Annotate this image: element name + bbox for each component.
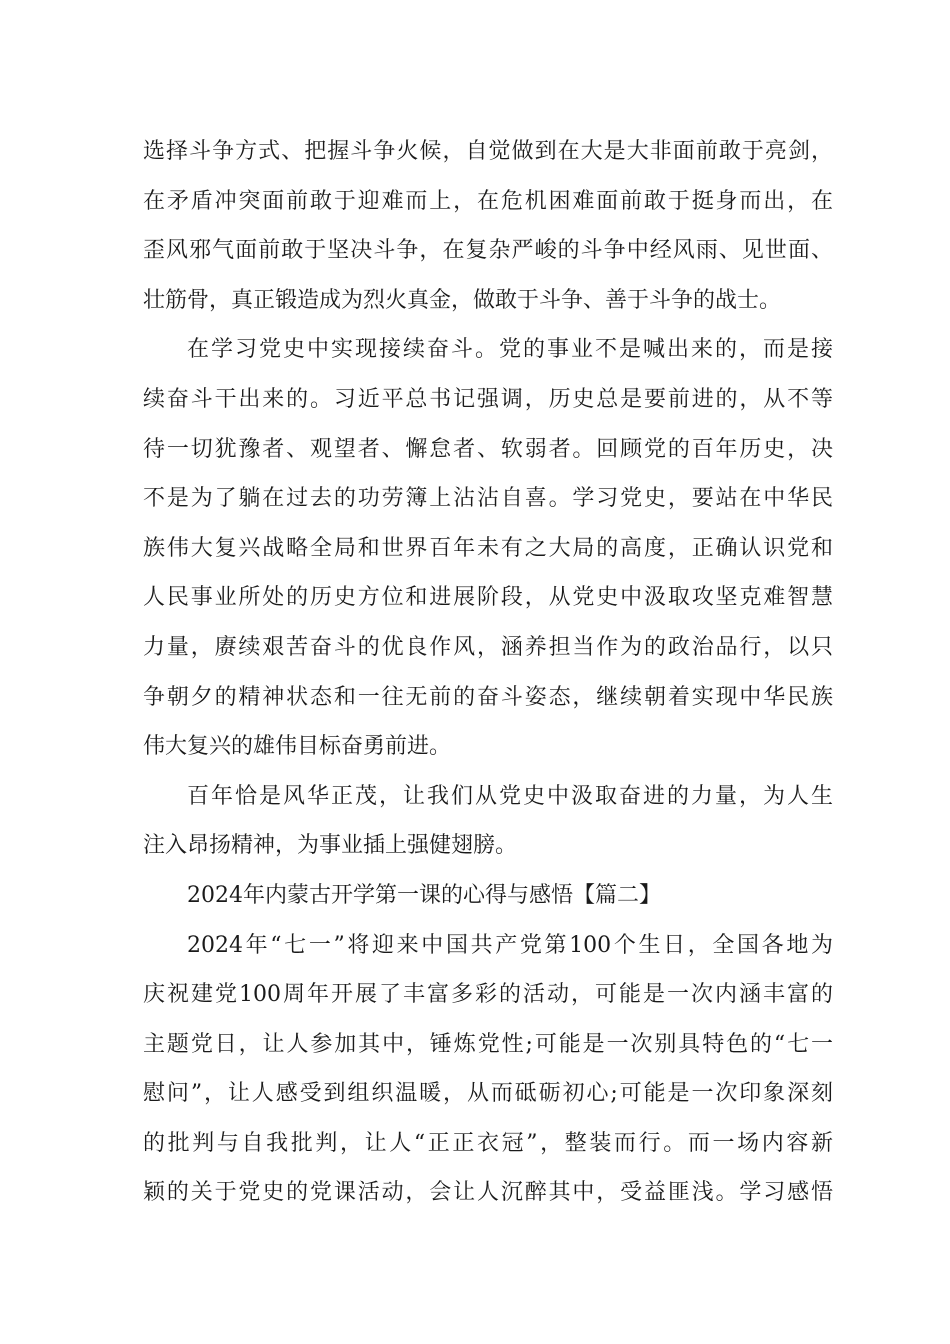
text-line: 的批判与自我批判，让人“正正衣冠”，整装而行。而一场内容新 [143, 1130, 833, 1156]
document-body [143, 127, 833, 1218]
text-line: 争朝夕的精神状态和一往无前的奋斗姿态，继续朝着实现中华民族 [143, 684, 833, 710]
text-line: 在矛盾冲突面前敢于迎难而上，在危机困难面前敢于挺身而出，在 [143, 188, 833, 214]
text-line: 续奋斗干出来的。习近平总书记强调，历史总是要前进的，从不等 [143, 386, 833, 412]
text-line: 选择斗争方式、把握斗争火候，自觉做到在大是大非面前敢于亮剑， [143, 139, 833, 164]
paragraph-first-line: 2024年“七一”将迎来中国共产党第100个生日，全国各地为 [187, 932, 833, 958]
paragraph-first-line: 百年恰是风华正茂，让我们从党史中汲取奋进的力量，为人生 [187, 783, 833, 809]
text-line: 主题党日，让人参加其中，锤炼党性;可能是一次别具特色的“七一 [143, 1031, 833, 1057]
paragraph-first-line: 在学习党史中实现接续奋斗。党的事业不是喊出来的，而是接 [187, 337, 833, 363]
text-line: 族伟大复兴战略全局和世界百年未有之大局的高度，正确认识党和 [143, 535, 833, 561]
section-heading: 2024年内蒙古开学第一课的心得与感悟【篇二】 [187, 882, 661, 908]
text-line: 人民事业所处的历史方位和进展阶段，从党史中汲取攻坚克难智慧 [143, 585, 833, 611]
text-line: 待一切犹豫者、观望者、懈怠者、软弱者。回顾党的百年历史，决 [143, 436, 833, 462]
text-line: 壮筋骨，真正锻造成为烈火真金，做敢于斗争、善于斗争的战士。 [143, 287, 782, 313]
text-line: 伟大复兴的雄伟目标奋勇前进。 [143, 734, 452, 760]
text-line: 慰问”，让人感受到组织温暖，从而砥砺初心;可能是一次印象深刻 [143, 1081, 833, 1107]
text-line: 庆祝建党100周年开展了丰富多彩的活动，可能是一次内涵丰富的 [143, 982, 833, 1008]
text-line: 颖的关于党史的党课活动，会让人沉醉其中，受益匪浅。学习感悟 [143, 1180, 833, 1206]
text-line: 注入昂扬精神，为事业插上强健翅膀。 [143, 833, 518, 859]
text-line: 力量，赓续艰苦奋斗的优良作风，涵养担当作为的政治品行，以只 [143, 634, 833, 660]
text-line: 歪风邪气面前敢于坚决斗争，在复杂严峻的斗争中经风雨、见世面、 [143, 238, 833, 264]
text-line: 不是为了躺在过去的功劳簿上沾沾自喜。学习党史，要站在中华民 [143, 486, 833, 512]
